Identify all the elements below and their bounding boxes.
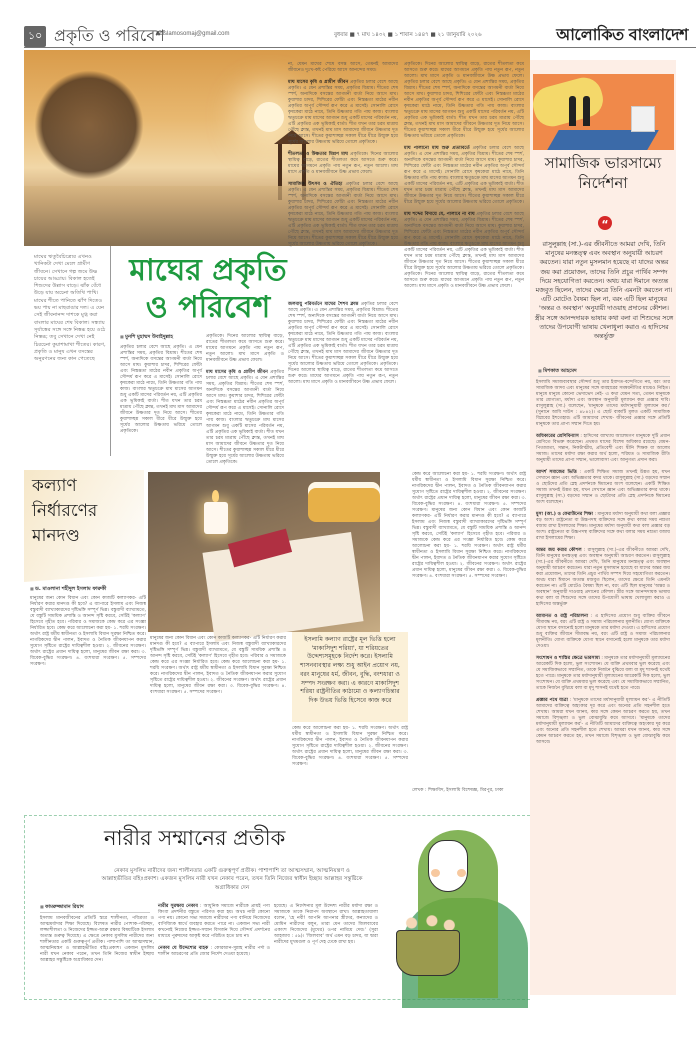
column-divider — [110, 246, 111, 456]
story3-body-col2: নারীর সুরক্ষায় নেকাব : আধুনিক সমাজে নারীকে প্রায়ই পণ্য কিংবা প্রদর্শনীর বস্তুতে পরিণত করা হয়। অথচ নারী কোনো পণ্য নয়। কোনো সভ্য সমাজে নারীদের পণ্য বানিয়ে নিজেদের বাণিজ্যিক স্বার্থে ব্যবহার করতে পারে না। একজন সভ্য নারী কখনোই নিজের ইজ্জত-সম্মান বিসর্জন দিয়ে সৌন্দর্য প্রদর্শনের মাধ্যমে পুরুষদের আকৃষ্ট করে পরিচিত হতে চায় না। নেকাব যে উদ্দেশ্যের বাহক : কোরআন-সুন্নাহ নারীর পর্দা ও শালীন আচরণের প্রতি জোর নির্দেশ দেওয়া হয়েছে। — [158, 904, 271, 957]
story1-body-col1: প্রকৃতির চলার বেশে আছে প্রকৃতি। এ যেন প্রশান্তির সময়, প্রকৃতির বিশ্রাম। শীতের শেষ স্পর্শ, অন্যদিকে বসন্তের আগমনী বার্তা নিয়ে আসে মাঘ। কুয়াশার চাদর, শিশিরের ফোঁটা এবং নিস্তব্ধতা মাঠের নবীন প্রকৃতির অপূর্ব সৌন্দর্য রূপ করে এ মাসেই। সোনালি রোদে কৃষকেরা মাঠে নামে, তিনি উষ্ণতার গতি পায় কাজ। বাংলার ঋতুচক্রে মাঘ মাসের আগমন শুধু একটি মাসের পরিবর্তন নয়, এটি প্রকৃতির এক ভূমিকাই বার্তা। শীত যখন তার চরম মাত্রায় পৌঁছে ক্লান্ত, তখনই মাঘ মাস আমাদের জীবনে উষ্ণতার দূত নিয়ে আসে। শীতের কুয়াশাচ্ছন্ন সকাল ধীরে ধীরে উন্মুক্ত হয়ে সূর্যের আলোর উষ্ণতায় ভরিয়ে তোলে প্রকৃতিকে। — [120, 345, 202, 434]
story3-headline: নারীর সম্মানের প্রতীক — [104, 826, 286, 850]
story2-body-col2: মানুষের জন্য কোন বিধান এবং কোন কাজটি কল্যাণকর- এটি নির্ধারণ করার মানদণ্ড কী হবে? এ ব্যাপারে ইসলাম এবং নিজস্ব বস্তুবাদী ব্যাখ্যাকারদের দৃষ্টিভঙ্গি সম্পূর্ণ ভিন্ন। বস্তুবাদী ব্যাখ্যামতে, যে বস্তুটি সাময়িক প্রশান্তি ও আনন্দ সৃষ্টি করবে, সেটিই 'কল্যাণ' হিসেবে গৃহীত হবে। পরিবার ও সমাজকে কেন্দ্র করে এর সংজ্ঞা নির্ধারিত হবে। কেন্দ্র করে আলোচনা করা হয়- ১. শরয়ি সংরক্ষণ। অর্থাৎ রাষ্ট্র ধর্মীয় স্বাধীনতা ও ইসলামি বিধান সুরক্ষা নিশ্চিত করে। নাগরিকদের দ্বীন পালন, ইবাদত ও নৈতিক জীবনযাপন করার সুযোগ সৃষ্টিতে রাষ্ট্রের দায়িত্বশীল হওয়া। ২. জীবনের সংরক্ষণ। অর্থাৎ রাষ্ট্রের প্রধান দায়িত্ব হলো, মানুষের জীবন রক্ষা করা। ৩. বিবেক-বুদ্ধির সংরক্ষণ। ৪. বংশধারা সংরক্ষণ। ৫. সম্পদের সংরক্ষণ। — [150, 636, 286, 695]
story1-body-col4: প্রকৃতিকে। দিনের আলোর স্থায়িত্ব বাড়ে, রাতের শীতলতা কমে আসতে শুরু করে। মাঘের আগমনে প্রকৃতি পায় নতুন রূপ, নতুন আলো। মাঘ মাসে প্রকৃতি ও মানবজীবনে উষ্ণ প্রভাব ফেলে। প্রকৃতির চলার বেশে আছে প্রকৃতি। এ যেন প্রশান্তির সময়, প্রকৃতির বিশ্রাম। শীতের শেষ স্পর্শ, অন্যদিকে বসন্তের আগমনী বার্তা নিয়ে আসে মাঘ। কুয়াশার চাদর, শিশিরের ফোঁটা এবং নিস্তব্ধতা মাঠের নবীন প্রকৃতির অপূর্ব সৌন্দর্য রূপ করে এ মাসেই। সোনালি রোদে কৃষকেরা মাঠে নামে, তিনি উষ্ণতার গতি পায় কাজ। বাংলার ঋতুচক্রে মাঘ মাসের আগমন শুধু একটি মাসের পরিবর্তন নয়, এটি প্রকৃতির এক ভূমিকাই বার্তা। শীত যখন তার চরম মাত্রায় পৌঁছে ক্লান্ত, তখনই মাঘ মাস আমাদের জীবনে উষ্ণতার দূত নিয়ে আসে। শীতের কুয়াশাচ্ছন্ন সকাল ধীরে ধীরে উন্মুক্ত হয়ে সূর্যের আলোর উষ্ণতায় ভরিয়ে তোলে প্রকৃতিকে। মাঘ পালানো মাঘ শুরু প্রত্যাবর্তে প্রকৃতির চলার বেশে আছে প্রকৃতি। এ যেন প্রশান্তির সময়, প্রকৃতির বিশ্রাম। শীতের শেষ স্পর্শ, অন্যদিকে বসন্তের আগমনী বার্তা নিয়ে আসে মাঘ। কুয়াশার চাদর, শিশিরের ফোঁটা এবং নিস্তব্ধতা মাঠের নবীন প্রকৃতির অপূর্ব সৌন্দর্য রূপ করে এ মাসেই। সোনালি রোদে কৃষকেরা মাঠে নামে, তিনি উষ্ণতার গতি পায় কাজ। বাংলার ঋতুচক্রে মাঘ মাসের আগমন শুধু একটি মাসের পরিবর্তন নয়, এটি প্রকৃতির এক ভূমিকাই বার্তা। শীত যখন তার চরম মাত্রায় পৌঁছে ক্লান্ত, তখনই মাঘ মাস আমাদের জীবনে উষ্ণতার দূত নিয়ে আসে। শীতের কুয়াশাচ্ছন্ন সকাল ধীরে ধীরে উন্মুক্ত হয়ে সূর্যের আলোর উষ্ণতায় ভরিয়ে তোলে প্রকৃতিকে। মাঘ শব্দের বিদায়ে যে, পালাবে না বাঘ প্রকৃতির চলার বেশে আছে প্রকৃতি। এ যেন প্রশান্তির সময়, প্রকৃতির বিশ্রাম। শীতের শেষ স্পর্শ, অন্যদিকে বসন্তের আগমনী বার্তা নিয়ে আসে মাঘ। কুয়াশার চাদর, শিশিরের ফোঁটা এবং নিস্তব্ধতা মাঠের নবীন প্রকৃতির অপূর্ব সৌন্দর্য রূপ করে এ মাসেই। সোনালি রোদে কৃষকেরা মাঠে নামে, তিনি উষ্ণতার গতি পায় কাজ। বাংলার ঋতুচক্রে মাঘ মাসের আগমন শুধু একটি মাসের পরিবর্তন নয়, এটি প্রকৃতির এক ভূমিকাই বার্তা। শীত যখন তার চরম মাত্রায় পৌঁছে ক্লান্ত, তখনই মাঘ মাস আমাদের জীবনে উষ্ণতার দূত নিয়ে আসে। শীতের কুয়াশাচ্ছন্ন সকাল ধীরে ধীরে উন্মুক্ত হয়ে সূর্যের আলোর উষ্ণতায় ভরিয়ে তোলে প্রকৃতিকে। প্রকৃতিকে। দিনের আলোর স্থায়িত্ব বাড়ে, রাতের শীতলতা কমে আসতে শুরু করে। মাঘের আগমনে প্রকৃতি পায় নতুন রূপ, নতুন আলো। মাঘ মাসে প্রকৃতি ও মানবজীবনে উষ্ণ প্রভাব ফেলে। — [404, 62, 525, 289]
story1-body-col2: প্রকৃতিকে। দিনের আলোর স্থায়িত্ব বাড়ে, রাতের শীতলতা কমে আসতে শুরু করে। মাঘের আগমনে প্রকৃতি পায় নতুন রূপ, নতুন আলো। মাঘ মাসে প্রকৃতি ও মানবজীবনে উষ্ণ প্রভাব ফেলে। মাঘ মাসের কৃষি ও গ্রামীণ জীবন প্রকৃতির চলার বেশে আছে প্রকৃতি। এ যেন প্রশান্তির সময়, প্রকৃতির বিশ্রাম। শীতের শেষ স্পর্শ, অন্যদিকে বসন্তের আগমনী বার্তা নিয়ে আসে মাঘ। কুয়াশার চাদর, শিশিরের ফোঁটা এবং নিস্তব্ধতা মাঠের নবীন প্রকৃতির অপূর্ব সৌন্দর্য রূপ করে এ মাসেই। সোনালি রোদে কৃষকেরা মাঠে নামে, তিনি উষ্ণতার গতি পায় কাজ। বাংলার ঋতুচক্রে মাঘ মাসের আগমন শুধু একটি মাসের পরিবর্তন নয়, এটি প্রকৃতির এক ভূমিকাই বার্তা। শীত যখন তার চরম মাত্রায় পৌঁছে ক্লান্ত, তখনই মাঘ মাস আমাদের জীবনে উষ্ণতার দূত নিয়ে আসে। শীতের কুয়াশাচ্ছন্ন সকাল ধীরে ধীরে উন্মুক্ত হয়ে সূর্যের আলোর উষ্ণতায় ভরিয়ে তোলে প্রকৃতিকে। — [206, 334, 284, 465]
sidebar-headline: সামাজিক ভারসাম্যে নির্দেশনা — [544, 154, 662, 192]
flower-pot — [396, 930, 460, 976]
story2-author-note: লেখক : শিক্ষাবিদ, ইসলামি বিশেষজ্ঞ, মিরপুর, ঢাকা — [412, 788, 504, 793]
quote-icon: “ — [598, 216, 612, 230]
story2-headline: কল্যাণ নির্ধারণের মানদণ্ড — [32, 476, 98, 546]
section-title: প্রকৃতি ও পরিবেশ — [54, 26, 165, 45]
candle — [204, 502, 228, 534]
page-header — [24, 22, 696, 48]
story2-body-col1: মানুষের জন্য কোন বিধান এবং কোন কাজটি কল্যাণকর- এটি নির্ধারণ করার মানদণ্ড কী হবে? এ ব্যাপারে ইসলাম এবং নিজস্ব বস্তুবাদী ব্যাখ্যাকারদের দৃষ্টিভঙ্গি সম্পূর্ণ ভিন্ন। বস্তুবাদী ব্যাখ্যামতে, যে বস্তুটি সাময়িক প্রশান্তি ও আনন্দ সৃষ্টি করবে, সেটিই 'কল্যাণ' হিসেবে গৃহীত হবে। পরিবার ও সমাজকে কেন্দ্র করে এর সংজ্ঞা নির্ধারিত হবে। কেন্দ্র করে আলোচনা করা হয়- ১. শরয়ি সংরক্ষণ। অর্থাৎ রাষ্ট্র ধর্মীয় স্বাধীনতা ও ইসলামি বিধান সুরক্ষা নিশ্চিত করে। নাগরিকদের দ্বীন পালন, ইবাদত ও নৈতিক জীবনযাপন করার সুযোগ সৃষ্টিতে রাষ্ট্রের দায়িত্বশীল হওয়া। ২. জীবনের সংরক্ষণ। অর্থাৎ রাষ্ট্রের প্রধান দায়িত্ব হলো, মানুষের জীবন রক্ষা করা। ৩. বিবেক-বুদ্ধির সংরক্ষণ। ৪. বংশধারা সংরক্ষণ। ৫. সম্পদের সংরক্ষণ। — [30, 596, 146, 667]
sweets-plate — [308, 482, 380, 522]
story3-byline: ■ কামরুজ্জামান রিয়াদ — [40, 904, 84, 912]
illustration-woman-hijab — [382, 818, 528, 998]
tree-silhouette — [34, 70, 144, 180]
sidebar-pull-quote: রাসুলুল্লাহ (সা.)-এর জীবনীতে আমরা দেখি, তিনি মানুষের মনস্তত্ত্ব এবং অবস্থান অনুযায়ী আচরণ করতেন। যারা নতুন মুসলমান হয়েছে বা যাদের অন্তর জয় করা প্রয়োজন, তাদের তিনি প্রচুর পার্থিব সম্পদ দিয়ে সহযোগিতা করতেন। অথচ যারা ঈমানে অত্যন্ত মজবুত ছিলেন, তাদের ক্ষেত্রে তিনি এমনটা করতেন না। এটি মোটেও বৈষম্য ছিল না, বরং এটি ছিল মানুষের 'অন্তর ও অবস্থান' অনুযায়ী দাওয়াহ প্রদানের কৌশল। স্ত্রীর সঙ্গে আনন্দদায়ক ভাষায় কথা বলা বা শিশুদের সঙ্গে তাদের উপযোগী ভাষায় খেলাধুলা করাও এ হাদিসের অন্তর্ভুক্ত — [534, 241, 674, 341]
divider — [538, 376, 670, 377]
face — [428, 840, 468, 892]
story3-body-col1: ইসলাম মানবজীবনের প্রতিটি স্তরে শালীনতা, পবিত্রতা ও আত্মমর্যাদার শিক্ষা দিয়েছে। বিশেষত নারীর পোশাক-পরিচ্ছদ, লজ্জাশীলতা ও নিজেদের ইজ্জত-আব্রু রক্ষার বিষয়টিকে ইসলাম অত্যন্ত গুরুত্ব দিয়েছে। এ ক্ষেত্রে নেকাব মুসলিম নারীদের জন্য শালীনতার একটি গুরুত্বপূর্ণ প্রতীক। পাশাপাশি তা আত্মসম্মান, আত্মনিয়ন্ত্রণ ও আল্লাহভীতির বহিঃপ্রকাশ। একজন মুসলিম নারী যখন নেকাব পরেন, তখন তিনি নিজের স্বাধীন ইচ্ছায় আল্লাহর সন্তুষ্টিকে অগ্রাধিকার দেন। — [40, 916, 154, 963]
story2-image-quran-candle — [148, 472, 380, 632]
divider — [40, 912, 150, 913]
sidebar-body: ইসলামি সমাজব্যবস্থার সৌন্দর্য শুধু তার ইবাদত-বন্দেগিতে নয়, বরং তার সামাজিক আদব এবং মানুষের সঙ্গে ব্যবহারের সমন্বয়নীতির মাঝেও নিহিত। মানুষে মানুষে কোনো ভেদাভেদ নেই- এ কথা যেমন সত্য, তেমন মানুষকে তার যোগ্যতা, মর্যাদা এবং অবস্থান অনুযায়ী মূল্যায়ন করা প্রজ্ঞার দাবি। রাসুলুল্লাহ (সা.) বলেছেন, 'মানুষকে তাদের মর্যাদানুযায়ী মূল্যায়ন কর।' (সুনানে আবি দাউদ : ৪৮৪২)। এ ছোট বাক্যটি মূলত একটি সামাজিক বিপ্লবের ইশতেহার। এটি আমাদের শেখায়- জীবনের প্রজ্ঞার সঙ্গে প্রতিটি মানুষকে তার প্রাপ্য সম্মান দিতে হয়। অধিকারের শ্রেণিবিন্যাস : হাদিসের ব্যাখ্যায় আলেমগণ মানুষকে দুটি প্রধান শ্রেণিতে বিভক্ত করেছেন। প্রথমত যাদের বিশেষ অধিকার রয়েছে। যেমন- পিতামাতা, সন্তান, নিকটাত্মীয়, প্রতিবেশী এবং দ্বীনি শিক্ষক বা আলেম সমাজ। তাদের মর্যাদা রক্ষা করার অর্থ হলো, শরিয়ত ও সামাজিক রীতি অনুযায়ী তাদের প্রাপ্য সম্মান, ভালোবাসা এবং আনুগত্য প্রদান করা। আদর্শ সমাজের ভিত্তি : একটি শিক্ষিত সমাজ তখনই উন্নত হয়, যখন সেখানে জ্ঞান এবং অভিজ্ঞতার কদর থাকে। রাসুলুল্লাহ (সা.) বড়দের সম্মান ও ছোটদের প্রতি স্নেহ প্রদর্শনকে ঈমানের অংশ বলেছেন। একটি শিক্ষিত সমাজ তখনই উন্নত হয়, যখন সেখানে জ্ঞান এবং অভিজ্ঞতার কদর থাকে। রাসুলুল্লাহ (সা.) বড়দের সম্মান ও ছোটদের প্রতি স্নেহ প্রদর্শনকে ঈমানের অংশ বলেছেন। মুসা (আ.) ও ফেরাউনের শিক্ষা : মানুষের মর্যাদা অনুযায়ী কথা বলা প্রজ্ঞার বড় অংশ। রাষ্ট্রনেতা বা উচ্চপদস্থ ব্যক্তিদের সঙ্গে কথা বলার সময় নম্রতা বজায় রাখা ইসলামের শিক্ষা। মানুষের মর্যাদা অনুযায়ী কথা বলা প্রজ্ঞার বড় অংশ। রাষ্ট্রনেতা বা উচ্চপদস্থ ব্যক্তিদের সঙ্গে কথা বলার সময় নম্রতা বজায় রাখা ইসলামের শিক্ষা। অন্তর জয় করার কৌশল : রাসুলুল্লাহ (সা.)-এর জীবনীতে আমরা দেখি, তিনি মানুষের মনস্তত্ত্ব এবং অবস্থান অনুযায়ী আচরণ করতেন। রাসুলুল্লাহ (সা.)-এর জীবনীতে আমরা দেখি, তিনি মানুষের মনস্তত্ত্ব এবং অবস্থান অনুযায়ী আচরণ করতেন। যারা নতুন মুসলমান হয়েছে বা যাদের অন্তর জয় করা প্রয়োজন, তাদের তিনি প্রচুর পার্থিব সম্পদ দিয়ে সহযোগিতা করতেন। অথচ যারা ঈমানে অত্যন্ত মজবুত ছিলেন, তাদের ক্ষেত্রে তিনি এমনটা করতেন না। এটি মোটেও বৈষম্য ছিল না, বরং এটি ছিল মানুষের 'অন্তর ও অবস্থান' অনুযায়ী দাওয়াহ প্রদানের কৌশল। স্ত্রীর সঙ্গে আনন্দদায়ক ভাষায় কথা বলা বা শিশুদের সঙ্গে তাদের উপযোগী ভাষায় খেলাধুলা করাও এ হাদিসের অন্তর্ভুক্ত আমানত ও রাষ্ট্র পরিচালনা : এ হাদিসের প্রয়োগ শুধু ব্যক্তির জীবনে সীমাবদ্ধ নয়, বরং এটি রাষ্ট্র ও সমাজ পরিচালনার মূলনীতি। যোগ্য ব্যক্তিকে যোগ্য স্থানে বসানোই হলো মানুষকে তার মর্যাদা দেওয়া। এ হাদিসের প্রয়োগ শুধু ব্যক্তির জীবনে সীমাবদ্ধ নয়, বরং এটি রাষ্ট্র ও সমাজ পরিচালনার মূলনীতি। যোগ্য ব্যক্তিকে যোগ্য স্থানে বসানোই হলো মানুষকে তার মর্যাদা দেওয়া। সংশোধন ও শাস্তির ক্ষেত্রে ভারসাম্য : মানুষকে তার মর্যাদানুযায়ী মূল্যায়নের আরেকটি দিক হলো, ভুল সংশোধন। যে ব্যক্তি প্রথমবার ভুল করেছে এবং যে সমাজিকভাবে সম্মানিত, তাকে নির্জনে বুঝিয়ে বলা বা মৃদু শাসনই যথেষ্ট হতে পারে। মানুষকে তার মর্যাদানুযায়ী মূল্যায়নের আরেকটি দিক হলো, ভুল সংশোধন। যে ব্যক্তি প্রথমবার ভুল করেছে এবং যে সমাজিকভাবে সম্মানিত, তাকে নির্জনে বুঝিয়ে বলা বা মৃদু শাসনই যথেষ্ট হতে পারে। প্রজ্ঞার পথে যাত্রা : 'মানুষকে তাদের মর্যাদানুযায়ী মূল্যায়ন কর'- এ নীতিটি আমাদের ব্যক্তিত্বে অহংকার দূর করে এবং অন্যের প্রতি সহনশীল হতে শেখায়। আমরা যখন জানব, কার সঙ্গে কেমন আচরণ করতে হয়, তখন সমাজে বিশৃঙ্খলা ও ভুল বোঝাবুঝি কমে আসবে। 'মানুষকে তাদের মর্যাদানুযায়ী মূল্যায়ন কর'- এ নীতিটি আমাদের ব্যক্তিত্বে অহংকার দূর করে এবং অন্যের প্রতি সহনশীল হতে শেখায়। আমরা যখন জানব, কার সঙ্গে কেমন আচরণ করতে হয়, তখন সমাজে বিশৃঙ্খলা ও ভুল বোঝাবুঝি কমে আসবে। — [536, 380, 671, 745]
story2-body-col3: কেন্দ্র করে আলোচনা করা হয়- ১. শরয়ি সংরক্ষণ। অর্থাৎ রাষ্ট্র ধর্মীয় স্বাধীনতা ও ইসলামি বিধান সুরক্ষা নিশ্চিত করে। নাগরিকদের দ্বীন পালন, ইবাদত ও নৈতিক জীবনযাপন করার সুযোগ সৃষ্টিতে রাষ্ট্রের দায়িত্বশীল হওয়া। ২. জীবনের সংরক্ষণ। অর্থাৎ রাষ্ট্রের প্রধান দায়িত্ব হলো, মানুষের জীবন রক্ষা করা। ৩. বিবেক-বুদ্ধির সংরক্ষণ। ৪. বংশধারা সংরক্ষণ। ৫. সম্পদের সংরক্ষণ। — [292, 726, 408, 767]
story1-side-caption: মাঘের ঋতুবৈচিত্র্যের এখনও খানিকটা দেখা মেলে গ্রামীণ জীবনে। সেখানে গল্প জমে উষ্ণ চায়ের আড্ডায়। বিকাল হতেই শিশুদের উল্লাস বাড়ে। ঝাঁক বেঁধে উড়ে যায় অচেনা অতিথি পাখি। মাঘের শীতে পানিতে ঝাঁপ দিতেও ভয় পায় না মাছরাঙার দল। এ যেন সেই জীবনানন্দ দাশকে মুগ্ধ করা বাংলার মাঘের শেষ বিকাল। সন্ধ্যায় সূর্যাস্তের সঙ্গে সঙ্গে নিস্তব্ধ হয়ে ওঠে নিস্তব্ধ; তবু সেখানে দেখা নেই চিরচেনা কুয়াশামাখা শীতের। কারণ, প্রকৃতি ও মানুষ এখন বসন্তের অনুরণনের জন্য কান পেতেছে — [34, 254, 106, 363]
story3-body-col3: হয়েছে। এ নির্দেশনার মূল উদ্দেশ্য নারীর মর্যাদা রক্ষা ও সমাজকে তাকে নিরাপদ অবস্থানে রাখা। আল্লাহতায়ালা বলেন, 'হে নবী! আপনি আপনার স্ত্রীদের, কন্যাদের ও মোমিন নারীদের বলুন, তারা যেন তাদের জিলবাবের একাংশ নিজেদের (মুখের) ওপর নামিয়ে দেয়।' (সুরা আহজাব : ৫৯)। 'জিলবাব' অর্থ এমন বড় চাদর, যা দ্বারা নারীদের মুখমণ্ডল ও পূর্ণ দেহ ঢেকে রাখা হয়। — [274, 904, 378, 945]
newspaper-logo: আলোকিত বাংলাদেশ — [556, 25, 688, 44]
candle-flame — [212, 490, 219, 502]
section-email[interactable]: abislamosomaj@gmail.com — [156, 31, 230, 37]
story1-body-col3: না, যেমন মাঘের শেষে বসন্ত আসে, তেমনই আমাদের জীবনেও দুঃখ-কষ্ট পেরিয়ে আসে আনন্দের সময়। মাঘ মাসের কৃষি ও গ্রামীণ জীবন প্রকৃতির চলার বেশে আছে প্রকৃতি। এ যেন প্রশান্তির সময়, প্রকৃতির বিশ্রাম। শীতের শেষ স্পর্শ, অন্যদিকে বসন্তের আগমনী বার্তা নিয়ে আসে মাঘ। কুয়াশার চাদর, শিশিরের ফোঁটা এবং নিস্তব্ধতা মাঠের নবীন প্রকৃতির অপূর্ব সৌন্দর্য রূপ করে এ মাসেই। সোনালি রোদে কৃষকেরা মাঠে নামে, তিনি উষ্ণতার গতি পায় কাজ। বাংলার ঋতুচক্রে মাঘ মাসের আগমন শুধু একটি মাসের পরিবর্তন নয়, এটি প্রকৃতির এক ভূমিকাই বার্তা। শীত যখন তার চরম মাত্রায় পৌঁছে ক্লান্ত, তখনই মাঘ মাস আমাদের জীবনে উষ্ণতার দূত নিয়ে আসে। শীতের কুয়াশাচ্ছন্ন সকাল ধীরে ধীরে উন্মুক্ত হয়ে সূর্যের আলোর উষ্ণতায় ভরিয়ে তোলে প্রকৃতিকে। শীতলতা ও উষ্ণতার মিশ্রণ মাঘ প্রকৃতিকে। দিনের আলোর স্থায়িত্ব বাড়ে, রাতের শীতলতা কমে আসতে শুরু করে। মাঘের আগমনে প্রকৃতি পায় নতুন রূপ, নতুন আলো। মাঘ মাসে প্রকৃতি ও মানবজীবনে উষ্ণ প্রভাব ফেলে। সামাজিক উৎসব ও ঐতিহ্য প্রকৃতির চলার বেশে আছে প্রকৃতি। এ যেন প্রশান্তির সময়, প্রকৃতির বিশ্রাম। শীতের শেষ স্পর্শ, অন্যদিকে বসন্তের আগমনী বার্তা নিয়ে আসে মাঘ। কুয়াশার চাদর, শিশিরের ফোঁটা এবং নিস্তব্ধতা মাঠের নবীন প্রকৃতির অপূর্ব সৌন্দর্য রূপ করে এ মাসেই। সোনালি রোদে কৃষকেরা মাঠে নামে, তিনি উষ্ণতার গতি পায় কাজ। বাংলার ঋতুচক্রে মাঘ মাসের আগমন শুধু একটি মাসের পরিবর্তন নয়, এটি প্রকৃতির এক ভূমিকাই বার্তা। শীত যখন তার চরম মাত্রায় পৌঁছে ক্লান্ত, তখনই মাঘ মাস আমাদের জীবনে উষ্ণতার দূত নিয়ে আসে। শীতের কুয়াশাচ্ছন্ন সকাল ধীরে ধীরে উন্মুক্ত হয়ে সূর্যের আলোর উষ্ণতায় ভরিয়ে তোলে প্রকৃতিকে। — [288, 62, 399, 247]
story2-body-col4: কেন্দ্র করে আলোচনা করা হয়- ১. শরয়ি সংরক্ষণ। অর্থাৎ রাষ্ট্র ধর্মীয় স্বাধীনতা ও ইসলামি বিধান সুরক্ষা নিশ্চিত করে। নাগরিকদের দ্বীন পালন, ইবাদত ও নৈতিক জীবনযাপন করার সুযোগ সৃষ্টিতে রাষ্ট্রের দায়িত্বশীল হওয়া। ২. জীবনের সংরক্ষণ। অর্থাৎ রাষ্ট্রের প্রধান দায়িত্ব হলো, মানুষের জীবন রক্ষা করা। ৩. বিবেক-বুদ্ধির সংরক্ষণ। ৪. বংশধারা সংরক্ষণ। ৫. সম্পদের সংরক্ষণ। মানুষের জন্য কোন বিধান এবং কোন কাজটি কল্যাণকর- এটি নির্ধারণ করার মানদণ্ড কী হবে? এ ব্যাপারে ইসলাম এবং নিজস্ব বস্তুবাদী ব্যাখ্যাকারদের দৃষ্টিভঙ্গি সম্পূর্ণ ভিন্ন। বস্তুবাদী ব্যাখ্যামতে, যে বস্তুটি সাময়িক প্রশান্তি ও আনন্দ সৃষ্টি করবে, সেটিই 'কল্যাণ' হিসেবে গৃহীত হবে। পরিবার ও সমাজকে কেন্দ্র করে এর সংজ্ঞা নির্ধারিত হবে। কেন্দ্র করে আলোচনা করা হয়- ১. শরয়ি সংরক্ষণ। অর্থাৎ রাষ্ট্র ধর্মীয় স্বাধীনতা ও ইসলামি বিধান সুরক্ষা নিশ্চিত করে। নাগরিকদের দ্বীন পালন, ইবাদত ও নৈতিক জীবনযাপন করার সুযোগ সৃষ্টিতে রাষ্ট্রের দায়িত্বশীল হওয়া। ২. জীবনের সংরক্ষণ। অর্থাৎ রাষ্ট্রের প্রধান দায়িত্ব হলো, মানুষের জীবন রক্ষা করা। ৩. বিবেক-বুদ্ধির সংরক্ষণ। ৪. বংশধারা সংরক্ষণ। ৫. সম্পদের সংরক্ষণ। — [412, 472, 526, 579]
page-number: ১০ — [24, 26, 46, 47]
dateline: বুধবার ■ ৭ মাঘ ১৪৩২ ■ ১ শাবান ১৪৪৭ ■ ২১ জানুয়ারি ২০২৬ — [334, 32, 482, 38]
story1-body-col3b: জলবায়ু পরিবর্তনে মাঘের শৈশব ক্লান্ত প্রকৃতির চলার বেশে আছে প্রকৃতি। এ যেন প্রশান্তির সময়, প্রকৃতির বিশ্রাম। শীতের শেষ স্পর্শ, অন্যদিকে বসন্তের আগমনী বার্তা নিয়ে আসে মাঘ। কুয়াশার চাদর, শিশিরের ফোঁটা এবং নিস্তব্ধতা মাঠের নবীন প্রকৃতির অপূর্ব সৌন্দর্য রূপ করে এ মাসেই। সোনালি রোদে কৃষকেরা মাঠে নামে, তিনি উষ্ণতার গতি পায় কাজ। বাংলার ঋতুচক্রে মাঘ মাসের আগমন শুধু একটি মাসের পরিবর্তন নয়, এটি প্রকৃতির এক ভূমিকাই বার্তা। শীত যখন তার চরম মাত্রায় পৌঁছে ক্লান্ত, তখনই মাঘ মাস আমাদের জীবনে উষ্ণতার দূত নিয়ে আসে। শীতের কুয়াশাচ্ছন্ন সকাল ধীরে ধীরে উন্মুক্ত হয়ে সূর্যের আলোর উষ্ণতায় ভরিয়ে তোলে প্রকৃতিকে। প্রকৃতিকে। দিনের আলোর স্থায়িত্ব বাড়ে, রাতের শীতলতা কমে আসতে শুরু করে। মাঘের আগমনে প্রকৃতি পায় নতুন রূপ, নতুন আলো। মাঘ মাসে প্রকৃতি ও মানবজীবনে উষ্ণ প্রভাব ফেলে। — [288, 302, 398, 385]
story1-byline: ■ মুনশি মুহাম্মদ উবাইদুল্লাহ — [120, 334, 173, 342]
story1-headline: মাঘের প্রকৃতি ও পরিবেশ — [129, 253, 287, 325]
story2-byline: ■ ড. মাওলানা শহীদুল ইসলাম ফারুকী — [30, 586, 106, 594]
story3-lead: নেকাব মুসলিম নারীদের জন্য শালীনতার একটি গুরুত্বপূর্ণ প্রতীক। পাশাপাশি তা আত্মসম্মান, আত্মনিয়ন্ত্রণ ও আল্লাহভীতির বহিঃপ্রকাশ। একজন মুসলিম নারী যখন নেকাব পরেন, তখন তিনি নিজের স্বাধীন ইচ্ছায় আল্লাহর সন্তুষ্টিকে অগ্রাধিকার দেন — [101, 868, 363, 891]
sidebar-byline: ■ মিশকাত আহমেদ — [538, 368, 577, 376]
story2-pull-quote: ইসলামি কল্যাণ রাষ্ট্রের মূল ভিত্তি হলো 'মাকাসিদুশ শরিয়া', যা শরিয়তের উদ্দেশ্যসমূহকে নির্দেশ করে। ইসলামি শাসনব্যবস্থার লক্ষ্য শুধু আইন প্রয়োগ নয়, বরং মানুষের ধর্ম, জীবন, বুদ্ধি, বংশধারা ও সম্পদ সংরক্ষণ করা। এ কারণে মাকাসিদুশ শরিয়া রাষ্ট্রনীতির কাঠামো ও কল্যাণচিন্তার দিক উভয় ভিত্তি হিসেবে কাজ করে — [292, 632, 408, 722]
sidebar-illustration-balance — [533, 74, 674, 150]
sun — [254, 102, 284, 132]
